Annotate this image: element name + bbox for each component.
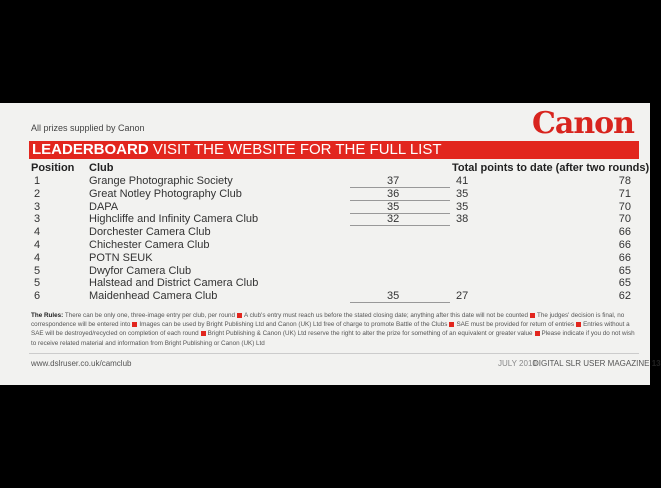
header-position: Position <box>31 162 75 174</box>
total-cell: 65 <box>618 264 631 277</box>
footer-date: JULY 2010 <box>498 359 537 368</box>
table-row <box>29 239 631 252</box>
club-cell: DAPA <box>89 200 119 213</box>
rule-item: There can be only one, three-image entry per club, per round <box>64 312 235 319</box>
position-cell: 3 <box>34 200 41 213</box>
position-cell: 5 <box>34 264 41 277</box>
magazine-page <box>0 103 661 385</box>
rules-text <box>31 311 636 348</box>
table-row <box>29 188 631 201</box>
rule-separator-square <box>237 313 242 318</box>
position-cell: 4 <box>34 251 41 264</box>
club-cell: POTN SEUK <box>89 251 153 264</box>
total-cell: 71 <box>618 187 631 200</box>
round1-cell: 32 <box>387 213 400 226</box>
table-row <box>29 252 631 265</box>
total-cell: 62 <box>618 290 631 303</box>
footer-magazine-name: DIGITAL SLR USER MAGAZINE <box>533 359 650 368</box>
round1-cell: 37 <box>387 175 400 187</box>
rule-separator-square <box>132 322 137 327</box>
rule-item: Bright Publishing & Canon (UK) Ltd reserve the right to alter the prize for something of an equivalent or greater value <box>207 330 533 338</box>
rule-separator-square <box>449 322 454 327</box>
rule-item: Entries without a SAE will be destroyed/recycled on completion of each round <box>31 321 630 338</box>
total-cell: 66 <box>618 226 631 239</box>
table-row <box>29 201 631 214</box>
club-cell: Halstead and District Camera Club <box>89 277 259 290</box>
total-cell: 70 <box>618 213 631 226</box>
total-cell: 70 <box>618 200 631 213</box>
round2-cell: 41 <box>456 175 469 187</box>
position-cell: 6 <box>34 290 41 303</box>
footer-magazine <box>533 359 661 368</box>
rule-separator-square <box>530 313 535 318</box>
total-cell: 66 <box>618 251 631 264</box>
prizes-note: All prizes supplied by Canon <box>31 123 145 133</box>
footer-page-number: 13 <box>651 359 661 368</box>
canon-logo: Canon <box>532 106 634 141</box>
footer-divider <box>29 353 639 354</box>
rule-separator-square <box>535 331 540 336</box>
footer-url[interactable]: www.dslruser.co.uk/camclub <box>31 359 132 368</box>
round1-cell: 35 <box>387 290 400 303</box>
position-cell: 1 <box>34 175 41 187</box>
banner-title: LEADERBOARD <box>32 141 149 158</box>
total-cell: 65 <box>618 277 631 290</box>
round1-cell: 36 <box>387 187 400 200</box>
club-cell: Highcliffe and Infinity Camera Club <box>89 213 259 226</box>
table-row <box>29 175 631 188</box>
table-row <box>29 213 631 226</box>
round2-cell: 35 <box>456 187 469 200</box>
rule-item: Images can be used by Bright Publishing Ltd and Canon (UK) Ltd free of charge to promote Battle of the Clubs <box>139 321 448 329</box>
banner-subtitle: VISIT THE WEBSITE FOR THE FULL LIST <box>152 141 442 158</box>
rule-separator-square <box>201 331 206 336</box>
table-row <box>29 290 631 303</box>
club-cell: Maidenhead Camera Club <box>89 290 218 303</box>
header-total: Total points to date (after two rounds) <box>452 162 650 174</box>
leaderboard-banner <box>29 141 639 159</box>
rule-item: Please indicate if you do not wish to receive related material and information from Bright Publishing or Canon (UK) Ltd <box>31 330 635 347</box>
round2-cell: 38 <box>456 213 469 226</box>
club-cell: Dwyfor Camera Club <box>89 264 192 277</box>
header-club: Club <box>89 162 114 174</box>
total-cell: 78 <box>618 175 631 187</box>
position-cell: 3 <box>34 213 41 226</box>
total-cell: 66 <box>618 239 631 251</box>
round1-cell: 35 <box>387 200 400 213</box>
position-cell: 5 <box>34 277 41 290</box>
round2-cell: 27 <box>456 290 469 303</box>
rule-item: SAE must be provided for return of entries <box>456 321 575 329</box>
table-row <box>29 277 631 290</box>
rule-item: A club's entry must reach us before the stated closing date; anything after this date will not be counted <box>243 312 528 319</box>
rule-separator-square <box>576 322 581 327</box>
table-row <box>29 226 631 239</box>
round2-cell: 35 <box>456 200 469 213</box>
club-cell: Grange Photographic Society <box>89 175 233 187</box>
club-cell: Chichester Camera Club <box>89 239 210 251</box>
position-cell: 4 <box>34 239 41 251</box>
row-underline <box>350 302 450 303</box>
club-cell: Great Notley Photography Club <box>89 187 242 200</box>
position-cell: 4 <box>34 226 41 239</box>
rule-item: The judges' decision is final, no correspondence will be entered into <box>31 312 625 329</box>
rules-label: The Rules: <box>31 312 64 319</box>
club-cell: Dorchester Camera Club <box>89 226 211 239</box>
table-row <box>29 265 631 278</box>
position-cell: 2 <box>34 187 41 200</box>
